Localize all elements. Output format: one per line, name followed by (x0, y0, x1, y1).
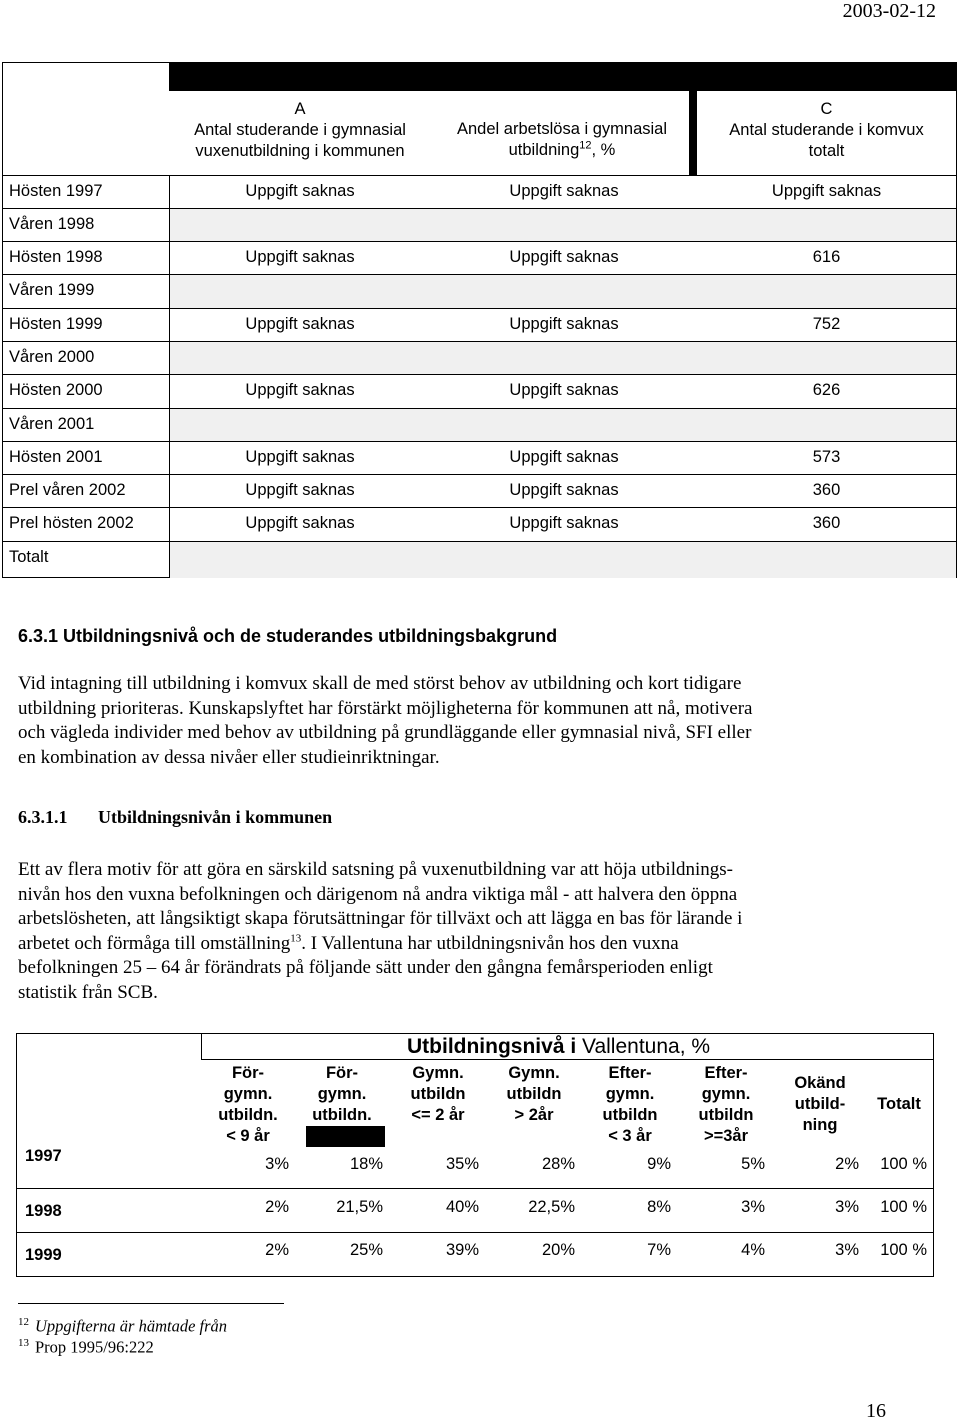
table-row: Hösten 2000 Uppgift saknas Uppgift saknas 626 (9, 381, 841, 399)
table-row: Hösten 1999 Uppgift saknas Uppgift saknas 752 (9, 315, 841, 333)
document-date: 2003-02-12 (842, 0, 936, 22)
students-table (2, 62, 957, 578)
table-title: Utbildningsnivå i Vallentuna, % (407, 1035, 711, 1058)
table-row: Prel våren 2002 Uppgift saknas Uppgift saknas 360 (9, 481, 841, 499)
table-header-bar (169, 63, 956, 91)
column-header: Efter- gymn. utbildn < 3 år (602, 1064, 658, 1145)
column-c-header: C Antal studerande i komvux totalt (697, 91, 956, 175)
section-heading: 6.3.1 Utbildningsnivå och de studerandes utbildningsbakgrund (18, 626, 558, 646)
column-header: För- gymn. utbildn. (312, 1064, 372, 1124)
education-level-table: Utbildningsnivå i Vallentuna, % För- gymn. utbildn. < 9 år För- gymn. utbildn. Gymn. utbildn <= 2 år Gymn. utbildn > 2år Efter- gymn. utbildn < 3 år Efter- gymn. utbildn >=3år Okänd utbild- ning Totalt 1997 3% 18% 35% 28% 9% 5% 2% 100 % 1998 2% 21,5% 40% 22,5% 8% 3% 3% 100 % 1999 2% 25% 39% 20% 7% 4% 3% 100 % (16, 1033, 934, 1277)
column-a-header: A Antal studerande i gymnasial vuxenutbildning i kommunen (169, 91, 431, 175)
column-header: Efter- gymn. utbildn >=3år (698, 1064, 754, 1145)
paragraph-education-level: Ett av flera motiv för att göra en särskild satsning på vuxenutbildning var att höja utbildnings- nivån hos den vuxna befolkningen och därigenom nå andra viktiga mål - att halvera den öppna arbetslösheten, att långsiktigt skapa förutsättningar för tillväxt och att lägga en bas för lärande i arbetet och förmåga till omställning$^{13}$. I Vallentuna har utbildningsnivån hos den vuxna befolkningen 25 – 64 år förändrats på följande sätt under den gångna femårsperioden enligt statistik från SCB. (18, 859, 743, 1003)
column-header: Gymn. utbildn <= 2 år (410, 1064, 466, 1124)
column-header: För- gymn. utbildn. < 9 år (218, 1064, 278, 1145)
table-row: Hösten 1998 Uppgift saknas Uppgift saknas 616 (9, 248, 841, 266)
table-row: Hösten 1997 Uppgift saknas Uppgift saknas Uppgift saknas (9, 182, 882, 200)
page-number: 16 (866, 1400, 886, 1422)
table-row: Våren 1998 (9, 215, 95, 233)
paragraph-intake: Vid intagning till utbildning i komvux skall de med störst behov av utbildning och kort tidigare utbildning prioriteras. Kunskapslyftet har förstärkt möjligheterna för kommunen att nå, motivera och vägleda individer med behov av utbildning på grundläggande eller gymnasial nivå, SFI eller en kombination av dessa nivåer eller studieinriktningar. (18, 673, 753, 768)
column-header: Okänd utbild- ning (794, 1074, 846, 1134)
column-b-header: Andel arbetslösa i gymnasial utbildning$^{12}$, % (431, 91, 693, 175)
row-year: 1999 (25, 1246, 62, 1264)
row-year: 1997 (25, 1147, 62, 1165)
table-row: Våren 2000 (9, 348, 95, 366)
row-year: 1998 (25, 1202, 62, 1220)
table-row: Totalt (9, 548, 49, 566)
table-row: Hösten 2001 Uppgift saknas Uppgift saknas 573 (9, 448, 841, 466)
footnote-rule (18, 1303, 284, 1304)
black-cell (306, 1126, 385, 1147)
footnote-12: $^{12}$ Uppgifterna är hämtade från (18, 1316, 228, 1336)
table-row: Prel hösten 2002 Uppgift saknas Uppgift saknas 360 (9, 514, 841, 532)
column-header: Gymn. utbildn > 2år (506, 1064, 562, 1124)
table-row: Våren 1999 (9, 281, 95, 299)
table-row: Våren 2001 (9, 415, 95, 433)
footnote-13: $^{13}$ Prop 1995/96:222 (18, 1337, 154, 1357)
subsection-heading: 6.3.1.1 Utbildningsnivån i kommunen (18, 807, 333, 827)
column-header: Totalt (877, 1095, 921, 1113)
